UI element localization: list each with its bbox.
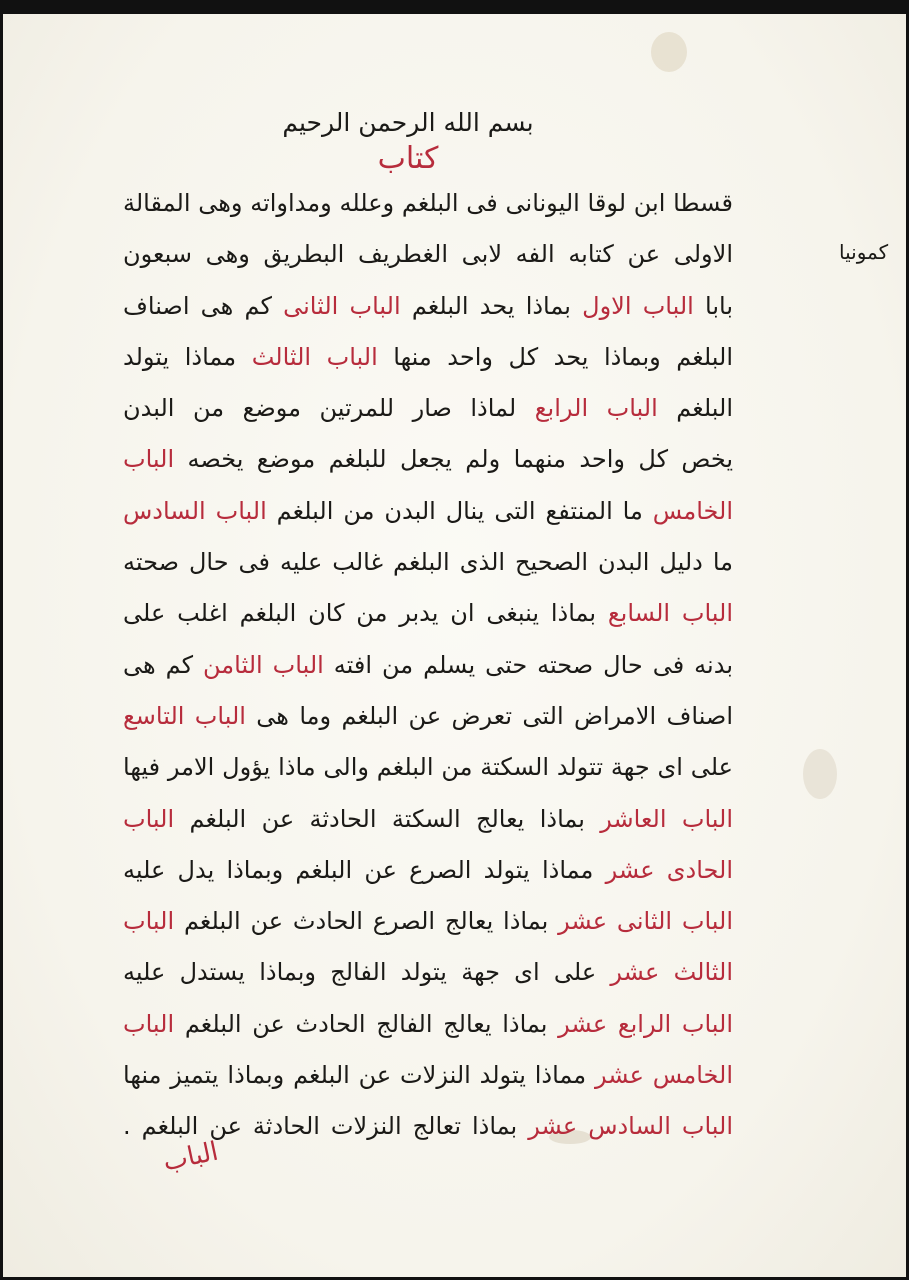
paper-stain xyxy=(803,749,837,799)
body-text: بماذا يعالج الفالج الحادث عن البلغم xyxy=(174,1009,559,1038)
rubric-text: الباب الثانى xyxy=(283,291,401,320)
text-line xyxy=(123,281,733,332)
body-text: لماذا صار للمرتين موضع من البدن xyxy=(123,394,535,423)
rubric-text: الباب xyxy=(123,907,175,936)
text-line xyxy=(123,434,733,485)
rubric-text: الخامس عشر xyxy=(594,1061,733,1090)
text-line xyxy=(123,999,733,1050)
text-line xyxy=(123,947,733,998)
rubric-text: الخامس xyxy=(652,496,733,525)
body-text: ما دليل البدن الصحيح الذى البلغم غالب عليه فى حال صحته xyxy=(123,548,733,577)
body-text: بماذا يعالج الصرع الحادث عن البلغم xyxy=(174,907,559,936)
rubric-text: الباب العاشر xyxy=(600,804,733,833)
text-line xyxy=(123,896,733,947)
body-text: البلغم وبماذا يحد كل واحد منها xyxy=(377,342,733,371)
rubric-text: الباب الاول xyxy=(582,291,694,320)
text-line xyxy=(123,383,733,434)
rubric-text: الباب التاسع xyxy=(123,701,246,730)
text-line xyxy=(123,845,733,896)
body-text: قسطا ابن لوقا اليونانى فى البلغم وعلله ومداواته وهى المقالة xyxy=(123,189,733,217)
text-lines xyxy=(123,178,733,1153)
rubric-text: الباب الثالث xyxy=(251,342,378,371)
text-line xyxy=(123,691,733,742)
rubric-text: الباب السابع xyxy=(607,599,733,628)
body-text: على اى جهة يتولد الفالج وبماذا يستدل عليه xyxy=(123,958,611,987)
body-text: بماذا يعالج السكتة الحادثة عن البلغم xyxy=(174,804,601,833)
rubric-text: الباب الرابع عشر xyxy=(558,1009,733,1038)
margin-note: كمونيا xyxy=(839,240,889,264)
basmala-heading: بسم الله الرحمن الرحيم xyxy=(282,108,534,137)
text-line xyxy=(123,1050,733,1101)
body-text: كم هى اصناف xyxy=(123,291,284,320)
text-line xyxy=(123,537,733,588)
body-text: بماذا ينبغى ان يدبر من كان البلغم اغلب على xyxy=(123,599,608,628)
catchword: الباب xyxy=(160,1136,221,1178)
rubric-text: الباب الثامن xyxy=(203,650,324,679)
body-text: على اى جهة تتولد السكتة من البلغم والى ماذا يؤول الامر فيها xyxy=(123,753,733,782)
text-line xyxy=(123,486,733,537)
body-text: بماذا يحد البلغم xyxy=(400,291,583,320)
body-text: ما المنتفع التى ينال البدن من البلغم xyxy=(266,496,653,525)
book-title-word: كتاب xyxy=(377,141,439,176)
body-text: البلغم xyxy=(657,394,733,423)
body-text: مماذا يتولد xyxy=(123,342,252,371)
rubric-text: الباب السادس عشر xyxy=(528,1112,733,1141)
rubric-text: الباب الرابع xyxy=(534,394,658,423)
rubric-text: الباب الثانى عشر xyxy=(558,907,733,936)
text-line xyxy=(123,588,733,639)
rubric-text: الباب xyxy=(123,804,175,833)
text-line xyxy=(123,640,733,691)
body-text: الاولى عن كتابه الفه لابى الغطريف البطريق وهى سبعون xyxy=(123,240,733,269)
text-line xyxy=(123,794,733,845)
rubric-text: الثالث عشر xyxy=(610,958,733,987)
paper-stain xyxy=(651,32,687,72)
body-text: يخص كل واحد منهما ولم يجعل للبلغم موضع يخصه xyxy=(174,445,733,474)
text-line xyxy=(123,742,733,793)
body-text: بابا xyxy=(693,291,733,320)
text-line xyxy=(123,332,733,383)
body-text: كم هى xyxy=(123,650,204,679)
body-text: بماذا تعالج النزلات الحادثة عن البلغم . xyxy=(123,1112,529,1141)
body-text: مماذا يتولد الصرع عن البلغم وبماذا يدل عليه xyxy=(123,855,606,884)
rubric-text: الباب xyxy=(123,445,175,474)
text-line xyxy=(123,178,733,229)
rubric-text: الحادى عشر xyxy=(605,855,733,884)
body-text: مماذا يتولد النزلات عن البلغم وبماذا يتميز منها xyxy=(123,1061,595,1090)
body-text: بدنه فى حال صحته حتى يسلم من افته xyxy=(323,650,733,679)
manuscript-page xyxy=(3,14,906,1277)
rubric-text: الباب xyxy=(123,1009,175,1038)
text-line xyxy=(123,229,733,280)
manuscript-text-block xyxy=(123,106,733,1153)
body-text: اصناف الامراض التى تعرض عن البلغم وما هى xyxy=(245,701,733,730)
rubric-text: الباب السادس xyxy=(123,496,267,525)
